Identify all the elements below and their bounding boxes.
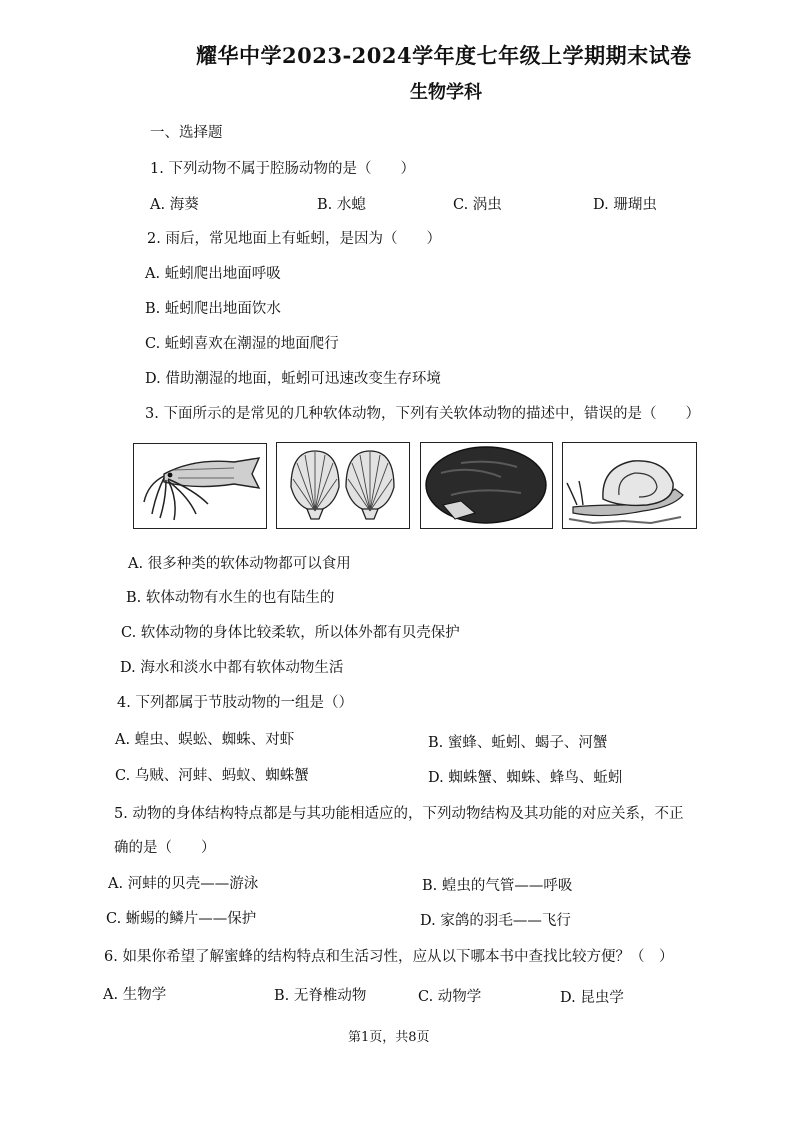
question-5-option-b: B. 蝗虫的气管——呼吸 <box>422 878 573 894</box>
question-6-option-d: D. 昆虫学 <box>560 990 624 1006</box>
question-1-stem: 1. 下列动物不属于腔肠动物的是（ ） <box>150 161 415 177</box>
question-5-stem-line1: 5. 动物的身体结构特点都是与其功能相适应的，下列动物结构及其功能的对应关系，不正 <box>114 806 684 822</box>
snail-picture <box>562 442 697 529</box>
question-4-stem: 4. 下列都属于节肢动物的一组是（） <box>117 695 353 711</box>
squid-picture <box>133 443 267 529</box>
question-5-option-d: D. 家鸽的羽毛——飞行 <box>420 913 571 929</box>
page-number: 第1页，共8页 <box>348 1030 430 1045</box>
question-4-option-d: D. 蜘蛛蟹、蜘蛛、蜂鸟、蚯蚓 <box>428 770 623 786</box>
question-4-option-a: A. 蝗虫、蜈蚣、蜘蛛、对虾 <box>115 732 295 748</box>
question-6-option-c: C. 动物学 <box>418 989 482 1005</box>
subject-title: 生物学科 <box>410 82 482 103</box>
question-3-stem: 3. 下面所示的是常见的几种软体动物，下列有关软体动物的描述中，错误的是（ ） <box>145 406 700 422</box>
question-3-option-b: B. 软体动物有水生的也有陆生的 <box>126 590 335 606</box>
question-1-option-d: D. 珊瑚虫 <box>593 197 657 213</box>
question-2-option-c: C. 蚯蚓喜欢在潮湿的地面爬行 <box>145 336 339 352</box>
question-2-option-b: B. 蚯蚓爬出地面饮水 <box>145 301 281 317</box>
question-4-option-b: B. 蜜蜂、蚯蚓、蝎子、河蟹 <box>428 735 608 751</box>
question-2-option-a: A. 蚯蚓爬出地面呼吸 <box>145 266 281 282</box>
scallop-shells-picture <box>276 442 410 529</box>
question-2-option-d: D. 借助潮湿的地面，蚯蚓可迅速改变生存环境 <box>145 371 441 387</box>
question-1-option-b: B. 水螅 <box>317 197 366 213</box>
question-6-stem: 6. 如果你希望了解蜜蜂的结构特点和生活习性，应从以下哪本书中查找比较方便？（ ） <box>104 949 674 965</box>
question-5-option-a: A. 河蚌的贝壳——游泳 <box>108 876 259 892</box>
question-3-option-c: C. 软体动物的身体比较柔软，所以体外都有贝壳保护 <box>121 625 460 641</box>
question-3-option-d: D. 海水和淡水中都有软体动物生活 <box>120 660 344 676</box>
question-4-option-c: C. 乌贼、河蚌、蚂蚁、蜘蛛蟹 <box>115 768 309 784</box>
question-5-stem-line2: 确的是（ ） <box>114 840 216 856</box>
question-2-stem: 2. 雨后，常见地面上有蚯蚓，是因为（ ） <box>147 231 441 247</box>
question-6-option-a: A. 生物学 <box>103 987 167 1003</box>
question-5-option-c: C. 蜥蜴的鳞片——保护 <box>106 911 257 927</box>
question-1-option-a: A. 海葵 <box>150 197 199 213</box>
question-3-option-a: A. 很多种类的软体动物都可以食用 <box>128 556 351 572</box>
section-label: 一、选择题 <box>150 125 223 141</box>
oyster-picture <box>420 442 553 529</box>
question-1-option-c: C. 涡虫 <box>453 197 502 213</box>
question-6-option-b: B. 无脊椎动物 <box>274 988 367 1004</box>
exam-title: 耀华中学2023-2024学年度七年级上学期期末试卷 <box>196 43 692 68</box>
